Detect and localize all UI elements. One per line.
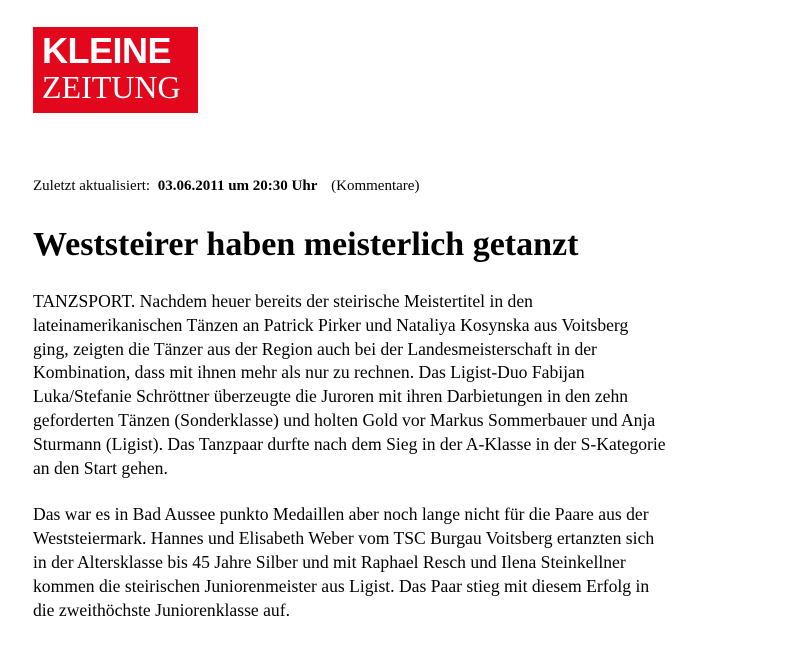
article-paragraph bbox=[33, 503, 800, 622]
article-meta bbox=[33, 176, 419, 196]
article-body bbox=[33, 290, 800, 645]
comments-link[interactable]: (Kommentare) bbox=[331, 178, 420, 194]
logo-text-zeitung: ZEITUNG bbox=[42, 69, 181, 105]
paragraph-line: TANZSPORT. Nachdem heuer bereits der steirische Meistertitel in den bbox=[33, 291, 533, 311]
updated-label: Zuletzt aktualisiert: bbox=[33, 178, 151, 194]
paragraph-line: Weststeiermark. Hannes und Elisabeth Weber vom TSC Burgau Voitsberg ertanzten sich bbox=[33, 528, 655, 549]
paragraph-line: lateinamerikanischen Tänzen an Patrick Pirker und Nataliya Kosynska aus Voitsberg bbox=[33, 314, 629, 335]
paragraph-line: die zweithöchste Juniorenklasse auf. bbox=[33, 599, 290, 620]
paragraph-line: ging, zeigten die Tänzer aus der Region auch bei der Landesmeisterschaft in der bbox=[33, 338, 597, 359]
paragraph-line: Das war es in Bad Aussee punkto Medaillen aber noch lange nicht für die Paare aus der bbox=[33, 504, 649, 525]
updated-date: 03.06.2011 um 20:30 Uhr bbox=[157, 178, 318, 194]
article-headline: Weststeirer haben meisterlich getanzt bbox=[33, 226, 579, 263]
paragraph-line: in der Altersklasse bis 45 Jahre Silber und mit Raphael Resch und Ilena Steinkellner bbox=[33, 551, 626, 572]
article-paragraph bbox=[33, 290, 800, 480]
logo-text-kleine: KLEINE bbox=[42, 30, 172, 71]
paragraph-line: geforderten Tänzen (Sonderklasse) und holten Gold vor Markus Sommerbauer und Anja bbox=[33, 409, 656, 430]
paragraph-line: Sturmann (Ligist). Das Tanzpaar durfte nach dem Sieg in der A-Klasse in der S-Kategorie bbox=[33, 433, 666, 454]
paragraph-line: an den Start gehen. bbox=[33, 457, 168, 478]
paragraph-line: Luka/Stefanie Schröttner überzeugte die Juroren mit ihren Darbietungen in den zehn bbox=[33, 386, 629, 407]
paragraph-line: Kombination, dass mit ihnen mehr als nur zu rechnen. Das Ligist-Duo Fabijan bbox=[33, 362, 585, 383]
paragraph-line: kommen die steirischen Juniorenmeister aus Ligist. Das Paar stieg mit diesem Erfolg in bbox=[33, 575, 650, 596]
kleine-zeitung-logo[interactable] bbox=[33, 27, 198, 113]
